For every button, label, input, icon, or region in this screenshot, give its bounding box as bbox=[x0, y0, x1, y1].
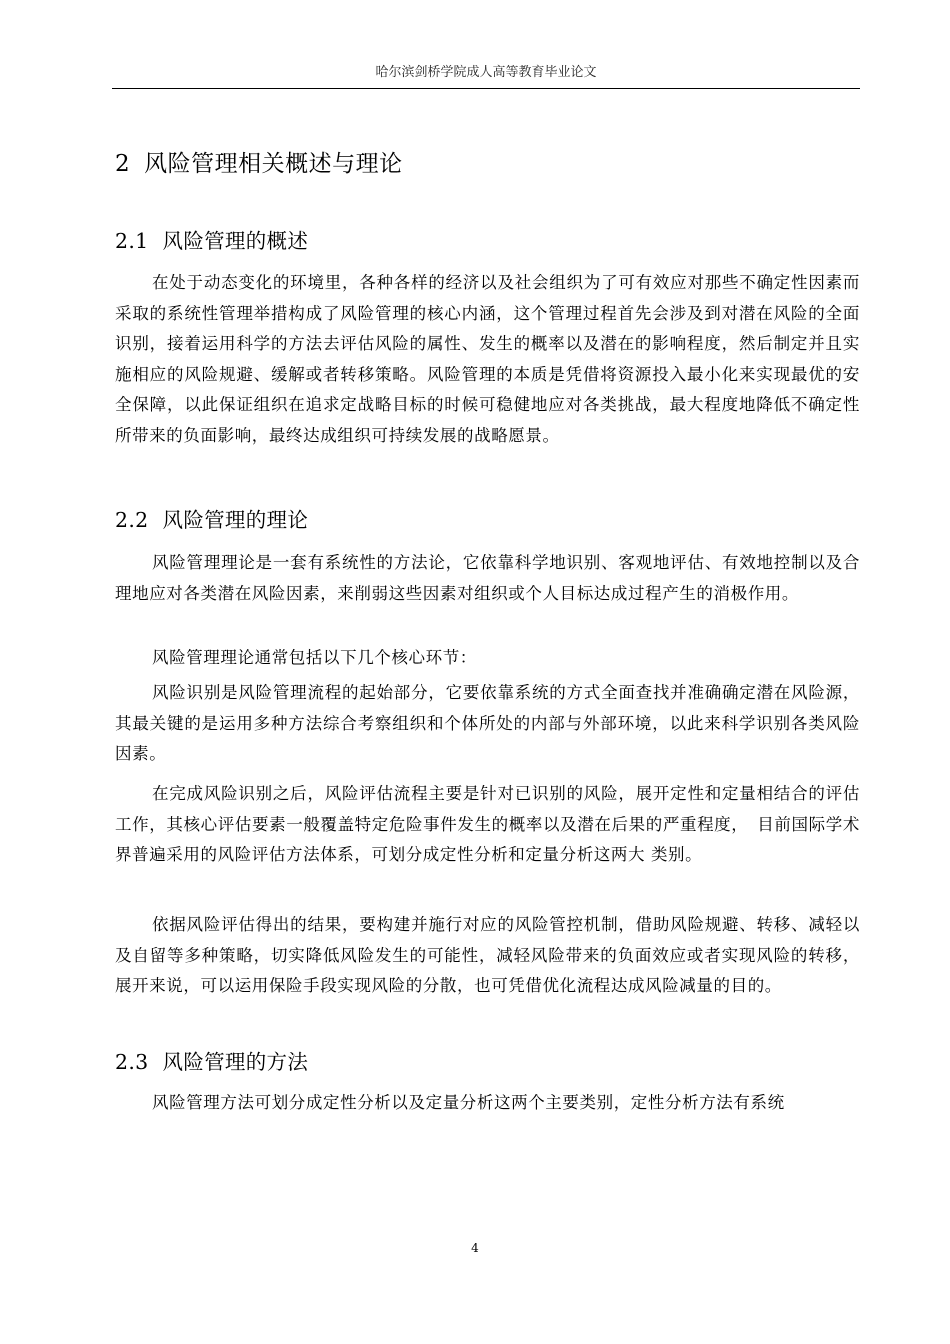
section-number: 2.1 bbox=[115, 229, 149, 253]
section-title: 风险管理的概述 bbox=[162, 229, 309, 253]
body-paragraph: 风险管理理论是一套有系统性的方法论，它依靠科学地识别、客观地评估、有效地控制以及合理地应对各类潜在风险因素，来削弱这些因素对组织或个人目标达成过程产生的消极作用。 bbox=[115, 553, 860, 603]
chapter-title: 风险管理相关概述与理论 bbox=[144, 151, 403, 177]
section-number: 2.3 bbox=[115, 1050, 149, 1074]
chapter-heading bbox=[115, 148, 403, 180]
section-heading-2-3 bbox=[115, 1047, 308, 1077]
section-heading-2-2 bbox=[115, 505, 308, 535]
body-paragraph: 风险管理理论通常包括以下几个核心环节： bbox=[152, 648, 477, 667]
body-paragraph: 在完成风险识别之后，风险评估流程主要是针对已识别的风险，展开定性和定量相结合的评估工作，其核心评估要素一般覆盖特定危险事件发生的概率以及潜在后果的严重程度， 目前国际学术界普遍采用的风险评估方法体系，可划分成定性分析和定量分析这两大 类别。 bbox=[115, 784, 860, 864]
section-title: 风险管理的理论 bbox=[162, 508, 309, 532]
body-paragraph: 风险管理方法可划分成定性分析以及定量分析这两个主要类别，定性分析方法有系统 bbox=[152, 1093, 785, 1112]
body-paragraph: 依据风险评估得出的结果，要构建并施行对应的风险管控机制，借助风险规避、转移、减轻以及自留等多种策略，切实降低风险发生的可能性，减轻风险带来的负面效应或者实现风险的转移，展开来说，可以运用保险手段实现风险的分散，也可凭借优化流程达成风险减量的目的。 bbox=[115, 915, 860, 995]
section-number: 2.2 bbox=[115, 508, 149, 532]
section-heading-2-1 bbox=[115, 226, 308, 256]
section-title: 风险管理的方法 bbox=[162, 1050, 309, 1074]
body-paragraph: 在处于动态变化的环境里，各种各样的经济以及社会组织为了可有效应对那些不确定性因素而采取的系统性管理举措构成了风险管理的核心内涵，这个管理过程首先会涉及到对潜在风险的全面识别，接着运用科学的方法去评估风险的属性、发生的概率以及潜在的影响程度，然后制定并且实施相应的风险规避、缓解或者转移策略。风险管理的本质是凭借将资源投入最小化来实现最优的安全保障，以此保证组织在追求定战略目标的时候可稳健地应对各类挑战，最大程度地降低不确定性所带来的负面影响，最终达成组织可持续发展的战略愿景。 bbox=[115, 273, 860, 445]
header-divider bbox=[112, 88, 860, 89]
running-header: 哈尔滨剑桥学院成人高等教育毕业论文 bbox=[375, 65, 597, 80]
body-paragraph: 风险识别是风险管理流程的起始部分，它要依靠系统的方式全面查找并准确确定潜在风险源，其最关键的是运用多种方法综合考察组织和个体所处的内部与外部环境，以此来科学识别各类风险因素。 bbox=[115, 683, 860, 763]
chapter-number: 2 bbox=[115, 151, 131, 177]
page-number: 4 bbox=[471, 1241, 479, 1255]
